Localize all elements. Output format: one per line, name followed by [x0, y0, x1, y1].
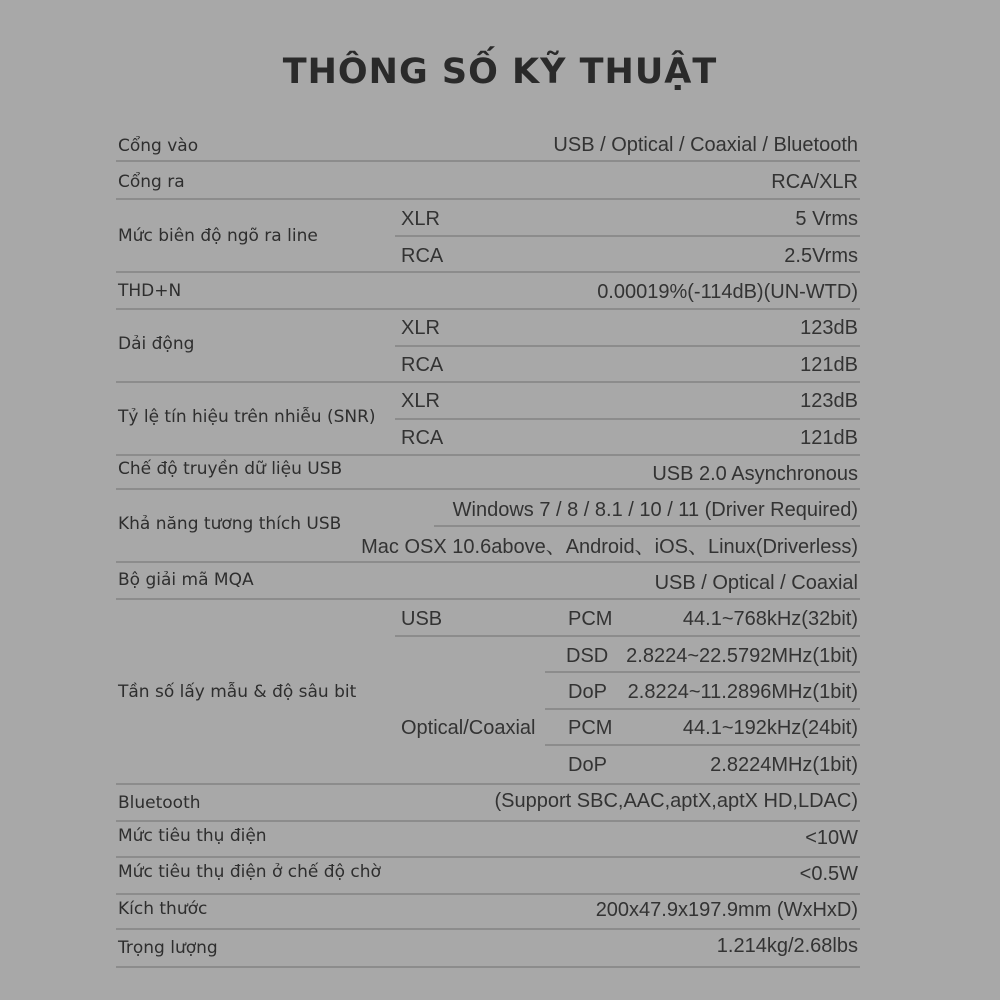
rule — [395, 345, 860, 347]
spec-value: 44.1~192kHz(24bit) — [682, 717, 858, 739]
rule — [116, 966, 860, 968]
sub-label: XLR — [401, 317, 440, 339]
spec-value: 5 Vrms — [795, 208, 858, 230]
rule — [116, 856, 860, 858]
format-label: DSD — [566, 645, 609, 667]
rule — [395, 635, 860, 637]
rule — [116, 783, 860, 785]
sub-label: XLR — [401, 208, 440, 230]
spec-value: Mac OSX 10.6above、Android、iOS、Linux(Driverless) — [361, 536, 858, 558]
sub-label: XLR — [401, 390, 440, 412]
spec-value: 121dB — [800, 427, 858, 449]
format-label: DoP — [568, 681, 607, 703]
rule — [116, 820, 860, 822]
spec-label: Mức tiêu thụ điện — [118, 826, 267, 846]
rule — [116, 381, 860, 383]
rule — [116, 271, 860, 273]
spec-table — [116, 128, 860, 968]
spec-value: Windows 7 / 8 / 8.1 / 10 / 11 (Driver Required) — [452, 499, 858, 521]
spec-label: Cổng ra — [118, 172, 185, 192]
spec-value: 121dB — [800, 354, 858, 376]
spec-label: Khả năng tương thích USB — [118, 514, 342, 534]
rule — [545, 708, 860, 710]
spec-value: 123dB — [800, 317, 858, 339]
format-label: PCM — [568, 608, 613, 630]
rule — [395, 418, 860, 420]
rule — [434, 525, 860, 527]
sub-label: RCA — [401, 245, 444, 267]
spec-label: THD+N — [118, 281, 182, 301]
sub-label: RCA — [401, 354, 444, 376]
spec-label: Bộ giải mã MQA — [118, 570, 254, 590]
spec-value: 44.1~768kHz(32bit) — [682, 608, 858, 630]
rule — [116, 454, 860, 456]
sub-label: RCA — [401, 427, 444, 449]
spec-label: Cổng vào — [118, 136, 199, 156]
spec-value: USB / Optical / Coaxial / Bluetooth — [553, 134, 858, 156]
rule — [116, 598, 860, 600]
spec-label: Mức tiêu thụ điện ở chế độ chờ — [118, 862, 381, 882]
spec-label: Kích thước — [118, 899, 208, 919]
rule — [395, 235, 860, 237]
rule — [545, 671, 860, 673]
spec-value: 200x47.9x197.9mm (WxHxD) — [595, 899, 858, 921]
spec-value: 123dB — [800, 390, 858, 412]
spec-value: 2.8224~11.2896MHz(1bit) — [627, 681, 858, 703]
spec-value: 2.8224MHz(1bit) — [710, 754, 858, 776]
spec-value: USB / Optical / Coaxial — [654, 572, 858, 594]
rule — [116, 160, 860, 162]
spec-label: Chế độ truyền dữ liệu USB — [118, 459, 343, 479]
page-title: THÔNG SỐ KỸ THUẬT — [282, 52, 718, 92]
format-label: DoP — [568, 754, 607, 776]
format-label: PCM — [568, 717, 613, 739]
rule — [116, 198, 860, 200]
spec-label: Mức biên độ ngõ ra line — [118, 226, 318, 246]
rule — [545, 744, 860, 746]
rule — [116, 928, 860, 930]
rule — [116, 308, 860, 310]
spec-value: 0.00019%(-114dB)(UN-WTD) — [597, 281, 858, 303]
spec-label: Trọng lượng — [118, 938, 218, 958]
sub-label: USB — [401, 608, 443, 630]
spec-value: USB 2.0 Asynchronous — [652, 463, 858, 485]
spec-value: <0.5W — [799, 863, 858, 885]
spec-value: RCA/XLR — [771, 171, 858, 193]
spec-label: Tần số lấy mẫu & độ sâu bit — [118, 682, 357, 702]
spec-value: <10W — [805, 827, 858, 849]
spec-label: Bluetooth — [118, 793, 201, 813]
spec-value: (Support SBC,AAC,aptX,aptX HD,LDAC) — [494, 790, 858, 812]
spec-value: 2.5Vrms — [784, 245, 858, 267]
rule — [116, 893, 860, 895]
spec-label: Dải động — [118, 334, 195, 354]
rule — [116, 488, 860, 490]
sub-label: Optical/Coaxial — [401, 717, 536, 739]
spec-label: Tỷ lệ tín hiệu trên nhiễu (SNR) — [118, 407, 376, 427]
spec-value: 1.214kg/2.68lbs — [716, 935, 858, 957]
spec-value: 2.8224~22.5792MHz(1bit) — [626, 645, 858, 667]
rule — [116, 561, 860, 563]
